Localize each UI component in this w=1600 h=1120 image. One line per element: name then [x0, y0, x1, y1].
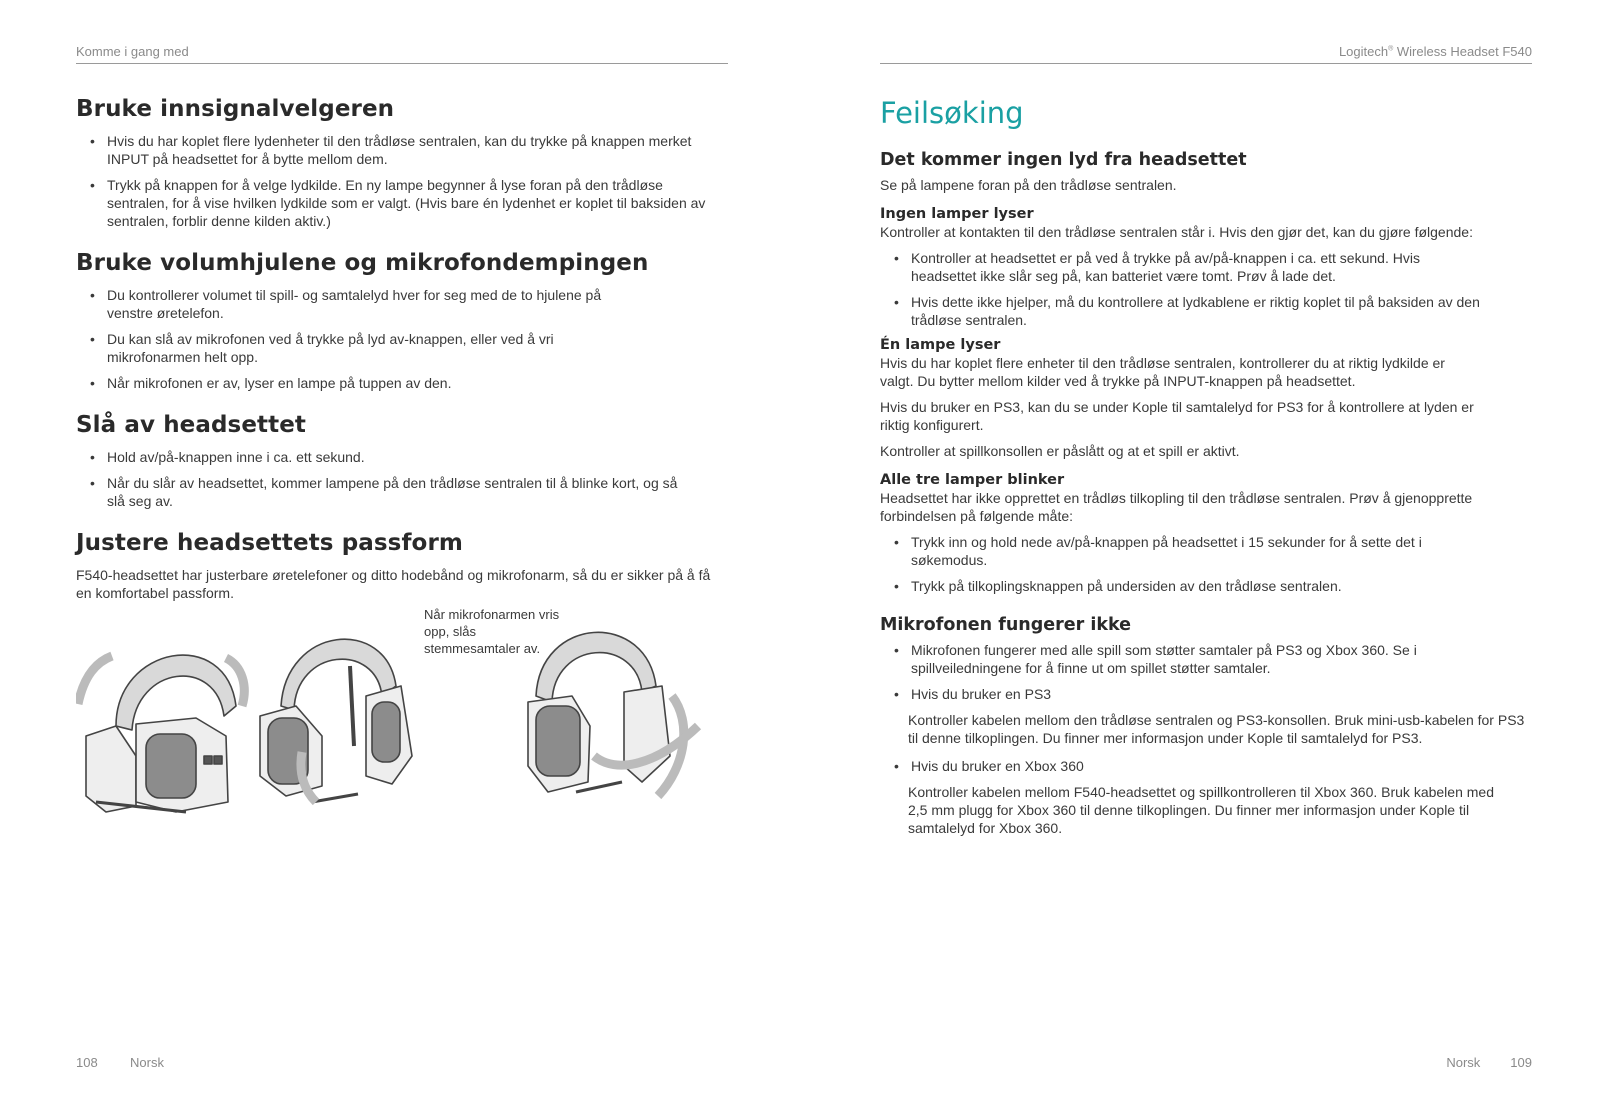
- list-item: • Mikrofonen fungerer med alle spill som støtter samtaler på PS3 og Xbox 360. Se i spillveiledningene for å finne ut om spillet støtter samtaler.: [880, 641, 1460, 677]
- section-title-fit: Justere headsettets passform: [76, 530, 463, 556]
- list-item: • Trykk på knappen for å velge lydkilde. En ny lampe begynner å lyse foran på den trådløse sentralen, for å vise hvilken lydkilde som er valgt. (Hvis bare én lydenhet er koplet til baksiden av sentralen, forblir denne kilden aktiv.): [76, 176, 728, 230]
- three-lamps-text: Headsettet har ikke opprettet en trådløs tilkopling til den trådløse sentralen. Prøv å gjenopprette forbindelsen på følgende måte:: [880, 490, 1473, 524]
- no-sound-title: Det kommer ingen lyd fra headsettet: [880, 150, 1247, 170]
- left-page: [76, 0, 728, 1120]
- no-lamps-text: Kontroller at kontakten til den trådløse sentralen står i. Hvis den gjør det, kan du gjøre følgende:: [880, 224, 1473, 240]
- list-item: • Hold av/på-knappen inne i ca. ett sekund.: [76, 448, 696, 466]
- footer-language: Norsk: [130, 1055, 164, 1070]
- one-lamp-paragraph: Kontroller at spillkonsollen er påslått og at et spill er aktivt.: [880, 443, 1240, 459]
- header-brand: Logitech: [1338, 44, 1389, 59]
- no-sound-intro: Se på lampene foran på den trådløse sentralen.: [880, 177, 1177, 193]
- one-lamp-paragraph: Hvis du bruker en PS3, kan du se under Kople til samtalelyd for PS3 for å kontrollere at lyden er riktig konfigurert.: [880, 399, 1474, 433]
- page-number: 109: [1510, 1055, 1532, 1070]
- headset-drawings: [76, 606, 728, 826]
- headset-illustration: [76, 606, 728, 826]
- section-title-input-selector: Bruke innsignalvelgeren: [76, 96, 395, 122]
- figure-caption: Når mikrofonarmen vris opp, slås stemmesamtaler av.: [424, 607, 560, 656]
- mic-list: [880, 641, 1460, 703]
- list-item: • Trykk på tilkoplingsknappen på undersiden av den trådløse sentralen.: [880, 577, 1440, 595]
- ps3-text: Kontroller kabelen mellom den trådløse sentralen og PS3-konsollen. Bruk mini-usb-kabelen for PS3 til denne tilkoplingen. Du finner mer informasjon under Kople til samtalelyd for PS3.: [908, 712, 1525, 746]
- no-lamps-list: [880, 249, 1480, 329]
- registered-mark: ®: [1388, 45, 1394, 53]
- xbox-text: Kontroller kabelen mellom F540-headsettet og spillkontrolleren til Xbox 360. Bruk kabelen med 2,5 mm plugg for Xbox 360 til denne tilkoplingen. Du finner mer informasjon under Kople til samtalelyd for Xbox 360.: [908, 784, 1494, 836]
- right-page: [880, 0, 1532, 1120]
- mic-title: Mikrofonen fungerer ikke: [880, 615, 1132, 635]
- page-number: 108: [76, 1055, 98, 1070]
- left-content: [76, 96, 728, 826]
- one-lamp-title: Én lampe lyser: [880, 337, 1001, 353]
- list-item: • Hvis du bruker en Xbox 360: [880, 757, 1532, 775]
- header-product: Wireless Headset F540: [1393, 44, 1532, 59]
- three-lamps-title: Alle tre lamper blinker: [880, 472, 1065, 488]
- list-item: • Du kan slå av mikrofonen ved å trykke på lyd av-knappen, eller ved å vri mikrofonarmen helt opp.: [76, 330, 636, 366]
- running-header-left: Komme i gang med: [76, 44, 728, 64]
- no-lamps-title: Ingen lamper lyser: [880, 206, 1034, 222]
- list-item: • Du kontrollerer volumet til spill- og samtalelyd hver for seg med de to hjulene på venstre øretelefon.: [76, 286, 636, 322]
- list-item: • Når mikrofonen er av, lyser en lampe på tuppen av den.: [76, 374, 636, 392]
- footer-right: [880, 1055, 1532, 1070]
- list-item: • Hvis dette ikke hjelper, må du kontrollere at lydkablene er riktig koplet til på baksiden av den trådløse sentralen.: [880, 293, 1480, 329]
- one-lamp-paragraph: Hvis du har koplet flere enheter til den trådløse sentralen, kontrollerer du at riktig lydkilde er valgt. Du bytter mellom kilder ved å trykke på INPUT-knappen på headsettet.: [880, 355, 1445, 389]
- list-item: • Hvis du har koplet flere lydenheter til den trådløse sentralen, kan du trykke på knappen merket INPUT på headsettet for å bytte mellom dem.: [76, 132, 728, 168]
- power-off-list: [76, 448, 696, 510]
- list-item: • Trykk inn og hold nede av/på-knappen på headsettet i 15 sekunder for å sette det i søkemodus.: [880, 533, 1440, 569]
- list-item: • Når du slår av headsettet, kommer lampene på den trådløse sentralen til å blinke kort, og så slå seg av.: [76, 474, 696, 510]
- running-header-right: [880, 44, 1532, 64]
- right-content: [880, 96, 1532, 847]
- section-title-power-off: Slå av headsettet: [76, 412, 307, 438]
- three-lamps-list: [880, 533, 1440, 595]
- section-title-volume: Bruke volumhjulene og mikrofondempingen: [76, 250, 649, 276]
- fit-paragraph: F540-headsettet har justerbare øretelefoner og ditto hodebånd og mikrofonarm, så du er sikker på å få en komfortabel passform.: [76, 567, 711, 601]
- list-item: • Hvis du bruker en PS3: [880, 685, 1460, 703]
- footer-language: Norsk: [1446, 1055, 1481, 1070]
- list-item: • Kontroller at headsettet er på ved å trykke på av/på-knappen i ca. ett sekund. Hvis headsettet ikke slår seg på, kan batteriet være tomt. Prøv å lade det.: [880, 249, 1480, 285]
- mic-list-xbox: [880, 757, 1532, 775]
- chapter-title: Feilsøking: [880, 96, 1024, 130]
- input-selector-list: [76, 132, 728, 230]
- footer-left: [76, 1055, 728, 1070]
- volume-list: [76, 286, 636, 392]
